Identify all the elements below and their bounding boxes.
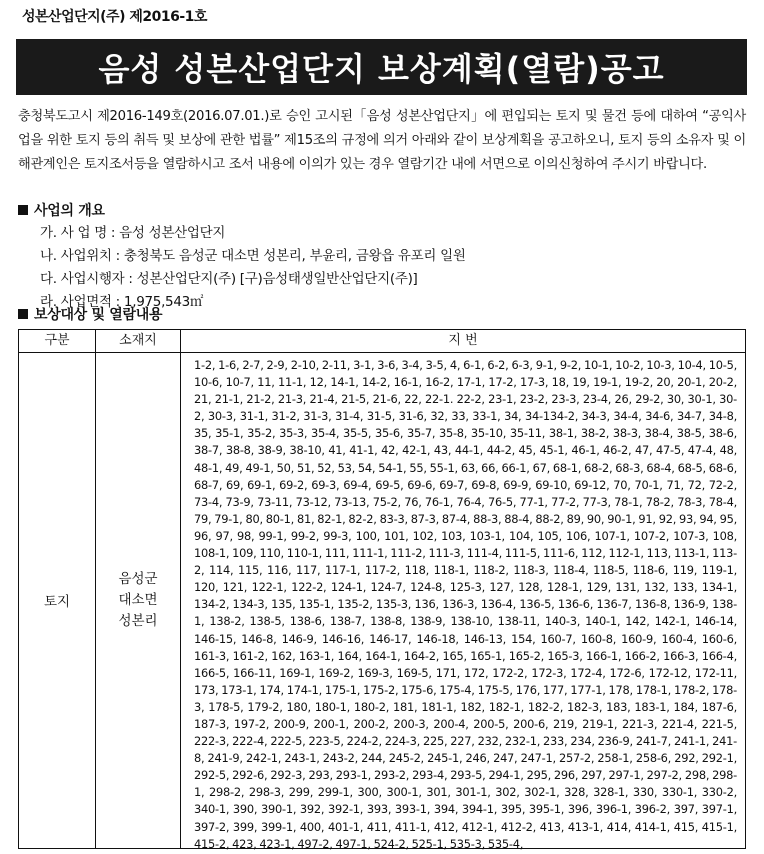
cell-type: 토지 xyxy=(43,594,71,610)
column-divider xyxy=(180,330,181,848)
compensation-table xyxy=(18,329,746,849)
header-lot-numbers: 지 번 xyxy=(448,333,478,348)
cell-lot-numbers: 1-2, 1-6, 2-7, 2-9, 2-10, 2-11, 3-1, 3-6, 3-4, 3-5, 4, 6-1, 6-2, 6-3, 9-1, 9-2, 10-1, 10-2, 10-3, 10-4, 10-5, 10-6, 10-7, 11, 11-1, 12, 14-1, 14-2, 16-1, 16-2, 17-1, 17-2, 17-3, 18, 19, 19-1, 19-2, 20, 20-1, 20-2, 21, 21-1, 21-2, 21-3, 21-4, 21-5, 21-6, 22, 22-1. 22-2, 23-1, 23-2, 23-3, 23-4, 26, 29-2, 30, 30-1, 30-2, 30-3, 31-1, 31-2, 31-3, 31-4, 31-5, 31-6, 32, 33, 33-1, 34, 34-134-2, 34-3, 34-4, 34-6, 34-7, 34-8, 35, 35-1, 35-2, 35-3, 35-4, 35-5, 35-6, 35-7, 35-8, 35-10, 35-11, 38-1, 38-2, 38-3, 38-4, 38-5, 38-6, 38-7, 38-8, 38-9, 38-10, 41, 41-1, 42, 42-1, 43, 44-1, 44-2, 45, 45-1, 46-1, 46-2, 47, 47-5, 47-4, 48, 48-1, 49, 49-1, 50, 51, 52, 53, 54, 54-1, 55, 55-1, 63, 66, 66-1, 67, 68-1, 68-2, 68-3, 68-4, 68-5, 68-6, 68-7, 69, 69-1, 69-2, 69-3, 69-4, 69-5, 69-6, 69-7, 69-8, 69-9, 69-10, 69-12, 70, 70-1, 71, 72, 72-2, 73-4, 73-9, 73-11, 73-12, 73-13, 75-2, 76, 76-1, 76-4, 76-5, 77-1, 77-2, 77-3, 78-1, 78-2, 78-3, 78-4, 79, 79-1, 80, 80-1, 81, 82-1, 82-2, 83-3, 87-3, 87-4, 88-3, 88-4, 88-2, 89, 90, 90-1, 91, 92, 93, 94, 95, 96, 97, 98, 99-1, 99-2, 99-3, 100, 101, 102, 103, 103-1, 104, 105, 106, 107-1, 107-2, 107-3, 108, 108-1, 109, 110, 110-1, 111, 111-1, 111-2, 111-3, 111-4, 111-5, 111-6, 112, 112-1, 113, 113-1, 113-2, 114, 115, 116, 117, 117-1, 117-2, 118, 118-1, 118-2, 118-3, 118-4, 118-5, 118-6, 119, 119-1, 120, 121, 122-1, 122-2, 124-1, 124-7, 124-8, 125-3, 127, 128, 128-1, 129, 131, 132, 133, 134-1, 134-2, 134-3, 135, 135-1, 135-2, 135-3, 136, 136-3, 136-4, 136-5, 136-6, 136-7, 136-8, 136-9, 138-1, 138-2, 138-5, 138-6, 138-7, 138-8, 138-9, 138-10, 138-11, 140-3, 140-1, 142, 142-1, 146-14, 146-15, 146-8, 146-9, 146-16, 146-17, 146-18, 146-13, 154, 160-7, 160-8, 160-9, 160-4, 160-6, 161-3, 161-2, 162, 163-1, 164, 164-1, 164-2, 165, 165-1, 165-2, 165-3, 166-1, 166-2, 166-3, 166-4, 166-5, 166-11, 169-1, 169-2, 169-3, 169-5, 171, 172, 172-2, 172-3, 172-4, 172-6, 172-12, 172-11, 173, 173-1, 174, 174-1, 175-1, 175-2, 175-6, 175-4, 175-5, 176, 177, 177-1, 178, 178-1, 178-2, 178-3, 178-5, 179-2, 180, 180-1, 180-2, 181, 181-1, 182, 182-1, 182-2, 182-3, 183, 183-1, 184, 187-6, 187-3, 197-2, 200-9, 200-1, 200-2, 200-3, 200-4, 200-5, 200-6, 219, 219-1, 221-3, 221-4, 221-5, 222-3, 222-4, 222-5, 223-5, 224-2, 224-3, 225, 227, 232, 232-1, 233, 234, 236-9, 241-7, 241-1, 241-8, 241-9, 242-1, 243-1, 243-2, 244, 245-2, 245-1, 246, 247, 247-1, 257-2, 258-1, 258-6, 292, 292-1, 292-5, 292-6, 292-3, 293, 293-1, 293-2, 293-4, 293-5, 294-1, 295, 296, 297, 297-1, 297-2, 298, 298-1, 298-2, 298-3, 299, 299-1, 300, 300-1, 301, 301-1, 302, 302-1, 328, 328-1, 330, 330-1, 330-2, 340-1, 390, 390-1, 392, 392-1, 393, 393-1, 394, 394-1, 395, 395-1, 396, 396-1, 396-2, 397, 397-1, 397-2, 399, 399-1, 400, 401-1, 411, 411-1, 412, 412-1, 412-2, 413, 413-1, 414, 414-1, 415, 415-1, 415-2, 423, 423-1, 497-2, 497-1, 524-2, 525-1, 535-3, 535-4, xyxy=(194,358,737,851)
overview-item-operator: 다. 사업시행자 : 성본산업단지(주) [구)음성태생일반산업단지(주)] xyxy=(40,271,418,287)
overview-item-name: 가. 사 업 명 : 음성 성본산업단지 xyxy=(40,225,226,241)
notice-number: 성본산업단지(주) 제2016-1호 xyxy=(22,9,207,25)
header-type: 구분 xyxy=(44,333,70,348)
location-county: 음성군 xyxy=(118,570,158,587)
section-heading-overview: 사업의 개요 xyxy=(18,200,105,220)
intro-paragraph: 충청북도고시 제2016-149호(2016.07.01.)로 승인 고시된「음성 성본산업단지」에 편입되는 토지 및 물건 등에 대하여 “공익사업을 위한 토지 등의 취득 및 보상에 관한 법률” 제15조의 규정에 의거 아래와 같이 보상계획을 공고하오니, 토지 등의 소유자 및 이해관계인은 토지조서등을 열람하시고 조서 내용에 이의가 있는 경우 열람기간 내에 서면으로 이의신청하여 주시기 바랍니다. xyxy=(18,109,746,172)
location-town: 대소면 xyxy=(118,591,158,608)
square-bullet-icon xyxy=(18,309,28,319)
overview-list xyxy=(40,222,466,314)
location-village: 성본리 xyxy=(118,612,158,629)
overview-item-location: 나. 사업위치 : 충청북도 음성군 대소면 성본리, 부윤리, 금왕읍 유포리 일원 xyxy=(40,248,466,264)
title-banner xyxy=(16,39,747,95)
page-title: 음성 성본산업단지 보상계획(열람)공고 xyxy=(98,50,665,88)
overview-item-area: 라. 사업면적 : 1,975,543㎡ xyxy=(40,294,204,310)
header-location: 소재지 xyxy=(119,333,157,348)
cell-location xyxy=(96,352,180,848)
section-heading-compensation: 보상대상 및 열람내용 xyxy=(18,304,162,324)
square-bullet-icon xyxy=(18,205,28,215)
